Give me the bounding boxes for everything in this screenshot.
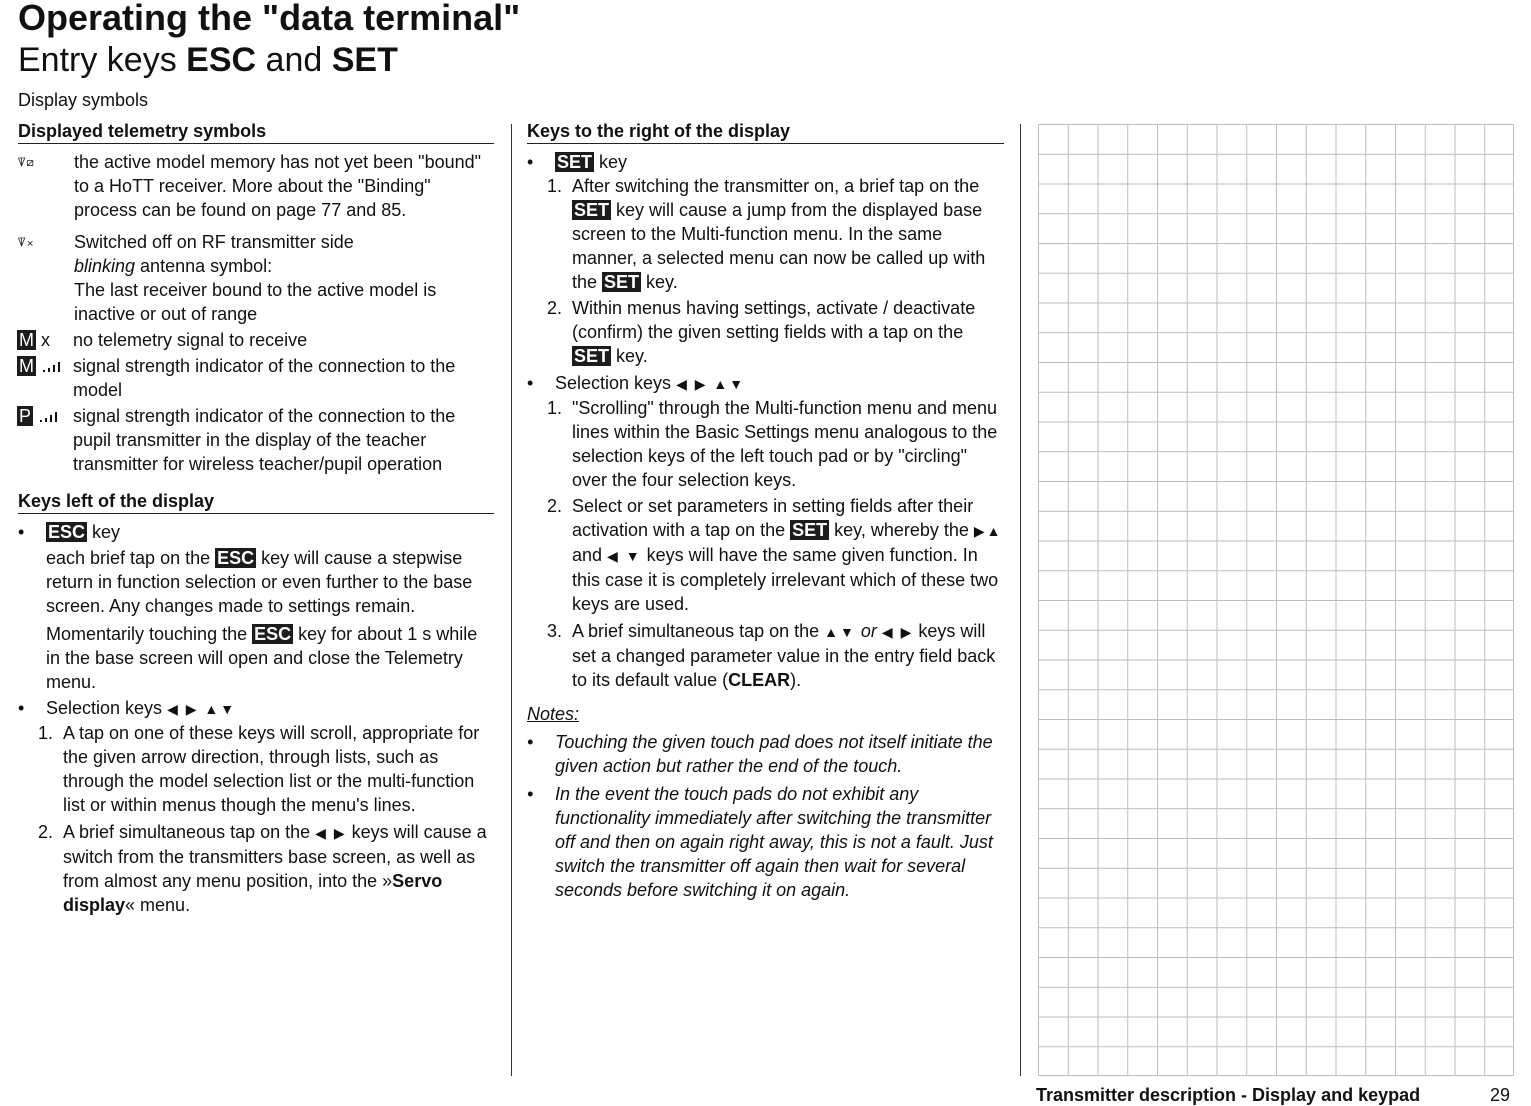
numbered-item: 1. "Scrolling" through the Multi-function menu and menu lines within the Basic Settings menu analogous to the selection keys of the left touch pad or by "circling" over the four selection keys. [546,398,998,490]
list-item: • ESC key each brief tap on the ESC key will cause a stepwise return in function selection or even further to the base screen. Any changes made to settings remain. Momentarily touching the ESC key for about 1 s while in the base screen will open and close the Telemetry menu. [18,520,494,694]
list-item: • Selection keys ◀ ▶ ▲▼ [18,696,494,721]
note-item: • Touching the given touch pad does not itself initiate the given action but rather the end of the touch. [527,732,993,776]
set-key-label: SET [557,152,593,172]
arrow-keys-icon: ◀ ▶ ▲▼ [167,701,237,717]
right-keys-section-title: Keys to the right of the display [527,120,1004,144]
bullet-icon: • [18,522,25,542]
numbered-item: 2. Within menus having settings, activate / deactivate (confirm) the given setting fields with a tap on the SET key. [546,298,976,366]
numbered-item: 1. A tap on one of these keys will scroll, appropriate for the given arrow direction, through lists, such as through the model selection list or the multi-function list or within menus though the menu's lines. [37,723,480,815]
telemetry-section-title: Displayed telemetry symbols [18,120,494,144]
right-column [527,120,1004,902]
list-item: • Selection keys ◀ ▶ ▲▼ [527,371,1004,396]
telemetry-text: signal strength indicator of the connection to the pupil transmitter in the display of the teacher transmitter for wireless teacher/pupil operation [73,406,456,474]
numbered-item: 2. A brief simultaneous tap on the ◀ ▶ keys will cause a switch from the transmitters base screen, as well as from almost any menu position, into the »Servo display« menu. [37,822,487,915]
model-signal-strength-icon: M [17,354,73,402]
telemetry-text: blinking antenna symbol: [74,256,273,276]
telemetry-text: Switched off on RF transmitter side [74,232,354,252]
antenna-unbound-icon [18,150,74,222]
telemetry-text: the active model memory has not yet been "bound" to a HoTT receiver. More about the "Binding" process can be found on page 77 and 85. [74,152,482,220]
left-keys-section-title: Keys left of the display [18,490,494,514]
page-subtitle: Entry keys ESC and SET [18,41,398,79]
page-section-label: Display symbols [18,90,149,110]
note-item: • In the event the touch pads do not exhibit any functionality immediately after switching the transmitter off and then on again right away, this is not a fault. Just switch the transmitter off again then wait for several seconds before switching it on again. [527,784,993,900]
bullet-icon: • [527,152,534,172]
telemetry-item [18,230,494,326]
numbered-item: 3. A brief simultaneous tap on the ▲▼ or ◀ ▶ keys will set a changed parameter value in the entry field back to its default value (CLEAR). [546,621,996,690]
telemetry-item [18,404,494,476]
telemetry-text: no telemetry signal to receive [73,330,308,350]
notes-title: Notes: [527,704,580,724]
bullet-icon: • [527,732,534,752]
bullet-icon: • [527,373,534,393]
pupil-signal-strength-icon: P [17,404,73,476]
telemetry-item [18,354,494,402]
notes-grid [1038,124,1514,1076]
esc-desc-1: each brief tap on the ESC key will cause a stepwise return in function selection or even further to the base screen. Any changes made to settings remain. [46,548,473,616]
list-item: • SET key [527,152,628,172]
telemetry-item [18,328,494,352]
bullet-icon: • [18,698,25,718]
bullet-icon: • [527,784,534,804]
page-title: Operating the "data terminal" [18,0,521,38]
page-number: 29 [1490,1085,1511,1105]
esc-key-label: ESC [48,522,86,542]
arrow-keys-icon: ◀ ▶ ▲▼ [676,376,746,392]
telemetry-text: The last receiver bound to the active model is inactive or out of range [74,280,437,324]
footer-section-title: Transmitter description - Display and keypad [1036,1085,1421,1105]
numbered-item: 1. After switching the transmitter on, a brief tap on the SET key will cause a jump from the displayed base screen to the Multi-function menu. In the same manner, a selected menu can now be called up with the SET key. [546,176,986,292]
numbered-item: 2. Select or set parameters in setting fields after their activation with a tap on the SET key, whereby the ▶▲ and ◀ ▼ keys will have the same given function. In this case it is completely irrelevant which of these two keys are used. [546,496,1003,614]
left-column [18,120,494,917]
telemetry-item [18,150,494,222]
no-signal-icon: M x [19,330,51,350]
telemetry-text: signal strength indicator of the connection to the model [73,356,456,400]
esc-desc-2: Momentarily touching the ESC key for about 1 s while in the base screen will open and close the Telemetry menu. [46,624,478,692]
column-divider [1020,124,1021,1076]
column-divider [511,124,512,1076]
antenna-off-icon [18,230,74,326]
